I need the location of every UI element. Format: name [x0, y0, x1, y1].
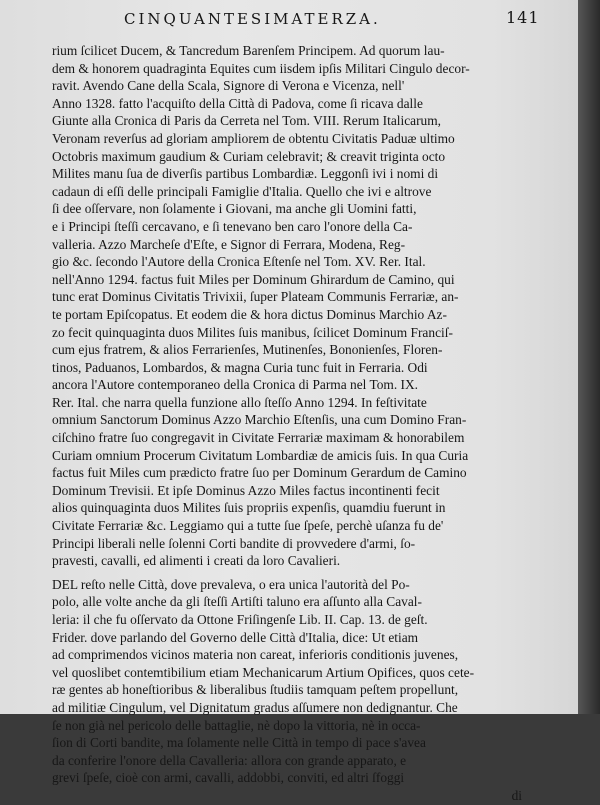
text-line: grevi ſpeſe, cioè con armi, cavalli, addobbi, conviti, ed altri ſfoggi [52, 770, 405, 786]
text-line: Civitate Ferrariæ &c. Leggiamo qui a tutte ſue ſpeſe, perchè uſanza fu de' [52, 518, 444, 534]
text-line: e i Principi ſteſſi cercavano, e ſi tenevano ben caro l'onore della Ca- [52, 218, 413, 234]
text-line: ancora l'Autore contemporaneo della Cronica di Parma nel Tom. IX. [52, 377, 418, 393]
catchword: di [511, 787, 522, 803]
text-line: zo fecit quinquaginta duos Milites ſuis manibus, ſcilicet Dominum Franciſ- [52, 324, 453, 340]
text-line: da conferire l'onore della Cavalleria: allora con grande apparato, e [52, 752, 407, 768]
running-title: CINQUANTESIMATERZA. [124, 10, 381, 28]
text-line: cum ejus fratrem, & alios Ferrarienſes, Mutinenſes, Bononienſes, Floren- [52, 342, 443, 358]
text-line: te portam Epiſcopatus. Et eodem die & hora dictus Dominus Marchio Az- [52, 306, 447, 322]
page-edge-shadow [578, 0, 600, 714]
text-line: pravesti, cavalli, ed alimenti i creati da loro Cavalieri. [52, 553, 341, 569]
text-line: valleria. Azzo Marcheſe d'Eſte, e Signor di Ferrara, Modena, Reg- [52, 236, 406, 252]
text-line: ræ gentes ab honeſtioribus & liberalibus ſtudiis tamquam peſtem propellunt, [52, 682, 459, 698]
text-line: leria: il che fu oſſervato da Ottone Friſingenſe Lib. II. Cap. 13. de geſt. [52, 612, 428, 627]
text-line: Principi liberali nelle ſolenni Corti bandite di provvedere d'armi, ſo- [52, 535, 416, 551]
text-line: ravit. Avendo Cane della Scala, Signore di Verona e Vicenza, nell' [52, 78, 405, 94]
text-line: Milites manu ſua de diverſis partibus Lombardiæ. Leggonſi ivi i nomi di [52, 166, 439, 182]
text-line: ad militiæ Cingulum, vel Dignitatum gradus aſſumere non dedignantur. Che [52, 699, 458, 715]
text-line: dem & honorem quadraginta Equites cum iisdem ipſis Militari Cingulo decor- [52, 60, 470, 76]
text-line: nell'Anno 1294. factus fuit Miles per Dominum Ghirardum de Camino, qui [52, 271, 455, 287]
text-line: tunc erat Dominus Civitatis Trivixii, ſuper Plateam Communis Ferrariæ, an- [52, 289, 459, 305]
text-line: factus fuit Miles cum prædicto fratre ſuo per Dominum Gerardum de Camino [52, 465, 467, 481]
text-line: gio &c. ſecondo l'Autore della Cronica Eſtenſe nel Tom. XV. Rer. Ital. [52, 254, 426, 270]
text-line: DEL reſto nelle Città, dove prevaleva, o era unica l'autorità del Po- [52, 576, 410, 592]
text-line: ad comprimendos vicinos materia non careat, inferioris conditionis juvenes, [52, 647, 459, 663]
text-line: alios quinquaginta duos Milites ſuis propriis expenſis, quamdiu fuerunt in [52, 500, 446, 516]
text-line: tinos, Paduanos, Lombardos, & magna Curia tunc fuit in Ferraria. Odi [52, 359, 428, 375]
text-line: Dominum Trevisii. Et ipſe Dominus Azzo Miles factus incontinenti fecit [52, 482, 440, 498]
page-header [0, 6, 578, 32]
text-line: Curiam omnium Procerum Civitatum Lombardiæ de amicis ſuis. In qua Curia [52, 447, 469, 463]
page-number: 141 [506, 8, 540, 27]
text-line: Octobris maximum gaudium & Curiam celebravit; & creavit triginta octo [52, 148, 446, 164]
text-line: Frider. dove parlando del Governo delle Città d'Italia, dice: Ut etiam [52, 629, 419, 645]
text-line: Giunte alla Cronica di Paris da Cerreta nel Tom. VIII. Rerum Italicarum, [52, 113, 442, 129]
text-line: vel quoslibet contemtibilium etiam Mechanicarum Artium Opifices, quos cete- [52, 664, 475, 680]
text-line: Veronam reverſus ad gloriam ampliorem de obtentu Civitatis Paduæ ultimo [52, 130, 455, 146]
text-line: Anno 1328. fatto l'acquiſto della Città di Padova, come ſi ricava dalle [52, 95, 423, 111]
text-line: ſion di Corti bandite, ma ſolamente nelle Città in tempo di pace s'avea [52, 735, 426, 751]
text-line: rium ſcilicet Ducem, & Tancredum Barenſem Principem. Ad quorum lau- [52, 43, 445, 58]
text-line: cadaun di eſſi delle principali Famiglie d'Italia. Quello che ivi e altrove [52, 183, 432, 199]
text-line: ſe non già nel pericolo delle battaglie, nè dopo la vittoria, nè in occa- [52, 717, 421, 733]
text-line: omnium Sanctorum Dominus Azzo Marchio Eſtenſis, una cum Domino Fran- [52, 412, 467, 428]
text-line: ſi dee oſſervare, non ſolamente i Giovani, ma anche gli Uomini fatti, [52, 201, 417, 217]
text-line: ciſchino fratre ſuo congregavit in Civitate Ferrariæ maximam & honorabilem [52, 430, 465, 446]
body-text [52, 42, 544, 805]
text-line: polo, alle volte anche da gli ſteſſi Artiſti taluno era aſſunto alla Caval- [52, 594, 422, 610]
text-line: Rer. Ital. che narra quella funzione allo ſteſſo Anno 1294. In feſtivitate [52, 394, 427, 410]
